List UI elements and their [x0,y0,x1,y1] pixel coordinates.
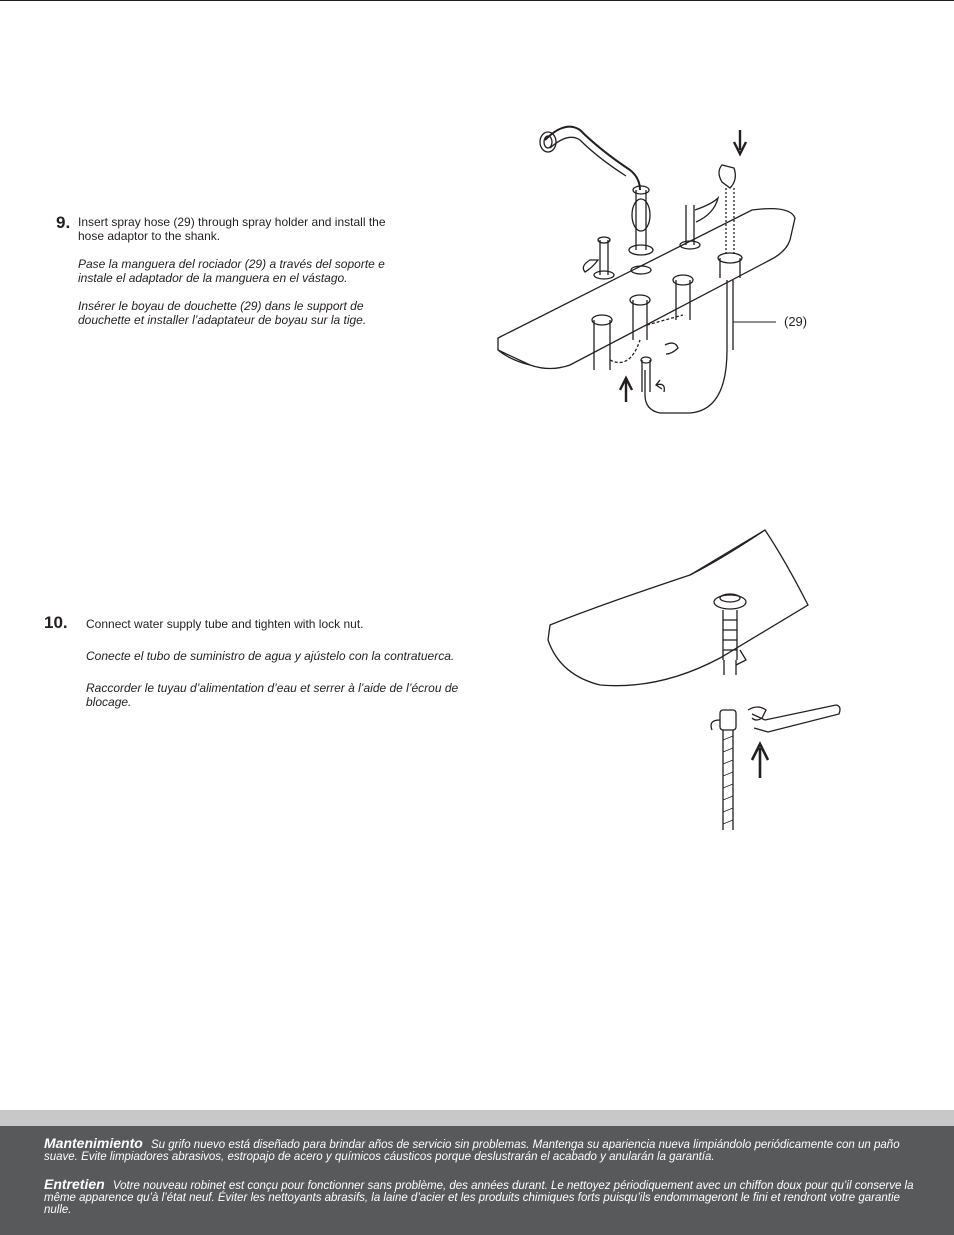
step-10-english: Connect water supply tube and tighten with lock nut. [86,617,364,631]
maintenance-spanish-text: Su grifo nuevo está diseñado para brindar años de servicio sin problemas. Mantenga su apariencia nueva limpiándolo periódicamente con un paño suave. Evite limpiadores abrasivos, estropajo de acero y químicos cáusticos porque deslustrarán el acabado y anularán la garantía. [44,1139,900,1163]
footer-band [0,1110,954,1126]
step-10-spanish: Conecte el tubo de suministro de agua y ajústelo con la contratuerca. [86,649,455,663]
callout-29: (29) [784,314,808,329]
maintenance-french [44,1178,914,1216]
top-rule [0,0,954,1]
maintenance-footer [0,1126,954,1235]
maintenance-spanish-title: Mantenimiento [44,1135,143,1151]
step-10-number: 10. [44,613,68,632]
faucet-spray-hose-illustration [490,110,820,420]
step-10-text [86,617,491,727]
step-9-french: Insérer le boyau de douchette (29) dans le support de douchette et installer l’adaptateur de boyau sur la tige. [78,299,367,327]
step-9-spanish: Pase la manguera del rociador (29) a través del soporte e instale el adaptador de la manguera en el vástago. [78,257,385,285]
maintenance-french-text: Votre nouveau robinet est conçu pour fonctionner sans problème, des années durant. Le nettoyez périodiquement avec un chiffon doux pour qu’il conserve la même apparence qu’à l’état neuf. Éviter les nettoyants abrasifs, la laine d’acier et les produits chimiques forts puisqu’ils endommageront le fini et rendront votre garantie nulle. [44,1180,914,1216]
step-9-english: Insert spray hose (29) through spray holder and install the hose adaptor to the shank. [78,215,386,243]
maintenance-french-title: Entretien [44,1176,105,1192]
step-9-text [78,215,414,341]
step-10-french: Raccorder le tuyau d’alimentation d’eau et serrer à l’aide de l’écrou de blocage. [86,681,459,709]
step-9-number: 9. [56,213,71,232]
supply-tube-wrench-illustration [540,520,860,840]
maintenance-spanish [44,1137,914,1163]
